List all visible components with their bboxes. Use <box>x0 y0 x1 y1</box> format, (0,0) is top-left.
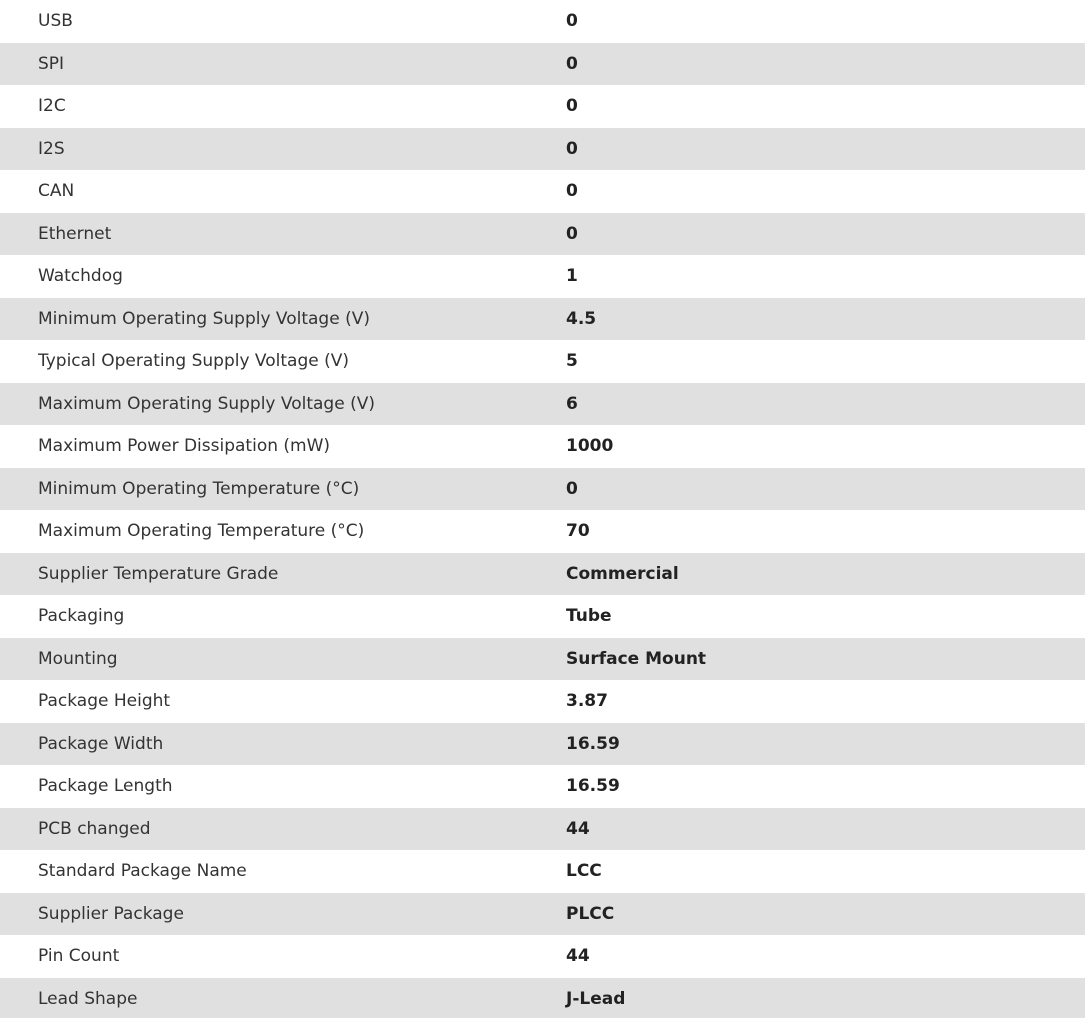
spec-value: 3.87 <box>566 691 608 712</box>
spec-label: Supplier Temperature Grade <box>38 563 279 584</box>
spec-label: Lead Shape <box>38 988 138 1009</box>
spec-value: 4.5 <box>566 308 597 329</box>
spec-value: 6 <box>566 393 578 414</box>
spec-row <box>0 510 1085 553</box>
spec-value: 0 <box>566 181 578 202</box>
spec-row <box>0 128 1085 171</box>
spec-label: Watchdog <box>38 266 123 287</box>
spec-row <box>0 425 1085 468</box>
spec-value: 0 <box>566 11 578 32</box>
spec-value: 0 <box>566 223 578 244</box>
spec-row <box>0 298 1085 341</box>
spec-row <box>0 170 1085 213</box>
spec-label: Package Height <box>38 691 171 712</box>
spec-row <box>0 638 1085 681</box>
spec-row <box>0 595 1085 638</box>
spec-label: Pin Count <box>38 946 120 967</box>
spec-label: Maximum Operating Supply Voltage (V) <box>38 393 375 414</box>
spec-label: USB <box>38 11 73 32</box>
spec-label: Maximum Power Dissipation (mW) <box>38 436 331 457</box>
spec-row <box>0 893 1085 936</box>
spec-row <box>0 808 1085 851</box>
spec-row <box>0 850 1085 893</box>
spec-value: 5 <box>566 351 578 372</box>
spec-row <box>0 553 1085 596</box>
spec-row <box>0 255 1085 298</box>
spec-value: 44 <box>566 818 590 839</box>
spec-row <box>0 765 1085 808</box>
spec-row <box>0 680 1085 723</box>
spec-label: Maximum Operating Temperature (°C) <box>38 521 365 542</box>
spec-value: 1000 <box>566 436 614 457</box>
spec-value: 16.59 <box>566 776 620 797</box>
spec-value: J-Lead <box>566 988 626 1009</box>
spec-label: Minimum Operating Temperature (°C) <box>38 478 360 499</box>
spec-value: PLCC <box>566 903 615 924</box>
spec-row <box>0 340 1085 383</box>
spec-label: CAN <box>38 181 75 202</box>
spec-label: SPI <box>38 53 65 74</box>
spec-value: 0 <box>566 53 578 74</box>
spec-label: Minimum Operating Supply Voltage (V) <box>38 308 370 329</box>
spec-label: I2S <box>38 138 65 159</box>
spec-value: 0 <box>566 478 578 499</box>
spec-value: 0 <box>566 138 578 159</box>
spec-row <box>0 935 1085 978</box>
spec-value: 16.59 <box>566 733 620 754</box>
spec-value: 0 <box>566 96 578 117</box>
spec-row <box>0 85 1085 128</box>
spec-row <box>0 723 1085 766</box>
spec-row <box>0 383 1085 426</box>
spec-label: Package Length <box>38 776 173 797</box>
spec-value: 1 <box>566 266 578 287</box>
spec-row <box>0 213 1085 256</box>
spec-label: Ethernet <box>38 223 112 244</box>
spec-row <box>0 0 1085 43</box>
spec-label: PCB changed <box>38 818 151 839</box>
spec-row <box>0 468 1085 511</box>
spec-label: I2C <box>38 96 66 117</box>
spec-label: Typical Operating Supply Voltage (V) <box>38 351 349 372</box>
spec-label: Supplier Package <box>38 903 184 924</box>
spec-row <box>0 978 1085 1018</box>
spec-value: Tube <box>566 606 612 627</box>
spec-label: Packaging <box>38 606 125 627</box>
spec-value: LCC <box>566 861 602 882</box>
spec-label: Package Width <box>38 733 164 754</box>
spec-value: Surface Mount <box>566 648 707 669</box>
spec-value: 70 <box>566 521 590 542</box>
spec-label: Standard Package Name <box>38 861 247 882</box>
spec-label: Mounting <box>38 648 118 669</box>
spec-value: Commercial <box>566 563 679 584</box>
spec-row <box>0 43 1085 86</box>
spec-value: 44 <box>566 946 590 967</box>
